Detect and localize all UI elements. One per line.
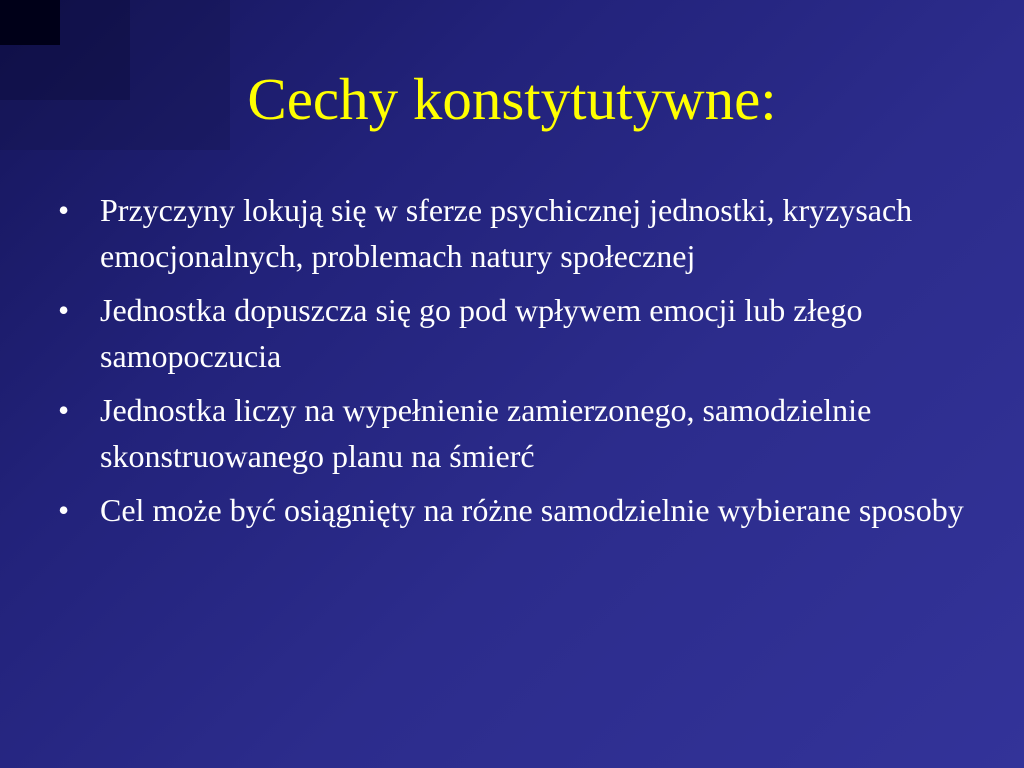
bullet-text: Cel może być osiągnięty na różne samodzielnie wybierane sposoby bbox=[100, 492, 964, 528]
bullet-item bbox=[58, 487, 978, 533]
bullet-icon: • bbox=[58, 492, 70, 528]
bullet-icon: • bbox=[58, 192, 70, 228]
bullet-text: Przyczyny lokują się w sferze psychicznej jednostki, kryzysach emocjonalnych, problemach natury społecznej bbox=[100, 192, 913, 274]
bullet-item bbox=[58, 387, 978, 479]
slide-title: Cechy konstytutywne: bbox=[247, 66, 777, 132]
bullet-icon: • bbox=[58, 292, 70, 328]
bullet-text: Jednostka liczy na wypełnienie zamierzonego, samodzielnie skonstruowanego planu na śmierć bbox=[100, 392, 872, 474]
bullet-list bbox=[58, 187, 978, 541]
corner-decoration bbox=[0, 0, 60, 45]
bullet-item bbox=[58, 187, 978, 279]
bullet-icon: • bbox=[58, 392, 70, 428]
bullet-text: Jednostka dopuszcza się go pod wpływem emocji lub złego samopoczucia bbox=[100, 292, 863, 374]
bullet-item bbox=[58, 287, 978, 379]
